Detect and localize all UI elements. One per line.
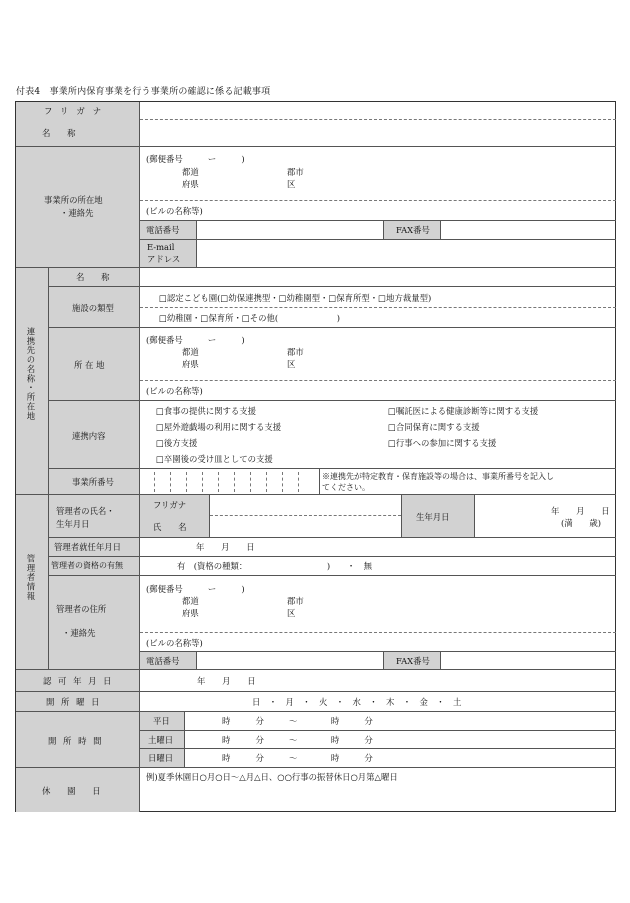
manager-address-divider [140,632,616,633]
approval-date-label: 認 可 年 月 日 [43,676,114,686]
manager-phone-field[interactable] [198,652,384,670]
furigana-label: フリガナ [44,106,110,116]
sunday-field [185,749,616,768]
manager-birth-field [475,495,616,538]
manager-qualification-label: 管理者の資格の有無 [51,561,123,570]
manager-fax-label: FAX番号 [396,656,430,666]
office-number-label: 事業所番号 [72,477,114,487]
office-address-label: 事業所の所在地 [44,195,103,205]
name-label: 名 称 [42,128,76,138]
manager-todofuken-2: 府県 [182,608,199,618]
partner-gunshi-2: 区 [287,359,296,369]
approval-date-field [140,670,616,692]
office-phone-label: 電話番号 [146,225,180,235]
office-number-field[interactable] [140,469,320,495]
saturday-hours[interactable]: 時 分 〜 時 分 [222,735,373,745]
cooperation-option[interactable]: □卒園後の受け皿としての支援 [156,454,273,464]
open-days-value[interactable]: 日 ・ 月 ・ 火 ・ 水 ・ 木 ・ 金 ・ 土 [252,697,462,707]
office-number-note-2: てください。 [322,483,370,492]
partner-location-bottom [140,400,616,401]
facility-type-bottom [140,327,616,328]
cooperation-option[interactable]: □合同保育に関する支援 [388,422,480,432]
manager-address-label-1: 管理者の住所 [56,604,107,614]
office-email-label-2: アドレス [147,254,181,264]
partner-todofuken-2: 府県 [182,359,199,369]
manager-birth-label: 生年月日 [416,512,450,522]
office-postal-code: (郵便番号 ー ) [146,154,245,164]
manager-todofuken-1: 都道 [182,596,199,606]
approval-date-value[interactable]: 年 月 日 [197,676,256,686]
saturday-label: 土曜日 [148,735,174,745]
office-gunshi-2: 区 [287,179,296,189]
partner-name-field[interactable] [140,268,616,287]
cooperation-option[interactable]: □嘱託医による健康診断等に関する支援 [388,406,539,416]
office-contact-label: ・連絡先 [60,208,94,218]
office-todofuken-1: 都道 [182,167,199,177]
weekday-field [185,712,616,731]
weekday-hours[interactable]: 時 分 〜 時 分 [222,716,373,726]
manager-name-field[interactable] [210,495,401,538]
registration-form [15,101,616,812]
facility-type-line-1[interactable]: □認定こども園(□幼保連携型・□幼稚園型・□保育所型・□地方裁量型) [159,293,432,303]
furigana-field[interactable] [140,102,616,119]
manager-gunshi-2: 区 [287,608,296,618]
manager-name-label-cell [49,495,140,538]
manager-start-label: 管理者就任年月日 [54,542,121,552]
document-title: 付表4 事業所内保育事業を行う事業所の確認に係る記載事項 [16,87,271,97]
office-address-divider [140,200,616,201]
holidays-label: 休 園 日 [42,786,101,796]
office-email-label-1: E-mail [147,242,175,252]
office-fax-field[interactable] [442,221,616,239]
cooperation-label: 連携内容 [72,431,106,441]
manager-name-birth-label-1: 管理者の氏名・ [56,506,115,516]
manager-qualification-value[interactable]: 有 (資格の種類： ) ・ 無 [177,561,372,571]
cooperation-option[interactable]: □食事の提供に関する支援 [156,406,257,416]
name-field[interactable] [140,120,616,147]
partner-todofuken-1: 都道 [182,347,199,357]
manager-postal-code: (郵便番号 ー ) [146,584,245,594]
manager-gunshi-1: 郡市 [287,596,304,606]
open-hours-label: 開 所 時 間 [48,736,104,746]
partner-building: (ビルの名称等) [146,386,203,396]
holidays-example[interactable]: 例)夏季休園日○月○日〜△月△日、○○行事の振替休日○月第△曜日 [146,772,398,782]
office-number-note-1: ※連携先が特定教育・保育施設等の場合は、事業所番号を記入し [322,472,554,481]
facility-type-divider [140,307,616,308]
manager-section-label: 管理者情報 [26,554,36,601]
manager-name-birth-label-2: 生年月日 [56,519,90,529]
open-days-field [140,692,616,712]
facility-type-label: 施設の類型 [72,303,114,313]
partner-name-label: 名 称 [76,272,110,282]
open-days-label: 開 所 曜 日 [46,697,102,707]
partner-location-label: 所 在 地 [74,360,105,370]
partner-section-label: 連携先の名称・所在地 [26,327,36,421]
manager-start-field [140,538,616,557]
saturday-field [185,731,616,749]
office-fax-label: FAX番号 [396,225,430,235]
manager-shimei-label: 氏 名 [153,522,187,532]
facility-type-line-2[interactable]: □幼稚園・□保育所・□その他( ) [159,313,341,323]
sunday-label: 日曜日 [148,753,174,763]
partner-gunshi-1: 郡市 [287,347,304,357]
office-email-field[interactable] [197,240,616,268]
manager-building: (ビルの名称等) [146,638,203,648]
manager-address-label-2: ・連絡先 [62,628,96,638]
manager-address-label-cell [49,576,140,670]
manager-age-value[interactable]: (満 歳) [561,518,602,528]
office-phone-field[interactable] [198,221,384,239]
weekday-label: 平日 [153,716,170,726]
cooperation-option[interactable]: □後方支援 [156,438,198,448]
partner-address-divider [140,380,616,381]
manager-phone-label: 電話番号 [146,656,180,666]
manager-start-value[interactable]: 年 月 日 [196,542,255,552]
manager-qualification-field [140,557,616,576]
partner-postal-code: (郵便番号 ー ) [146,335,245,345]
office-building: (ビルの名称等) [146,206,203,216]
sunday-hours[interactable]: 時 分 〜 時 分 [222,753,373,763]
cooperation-option[interactable]: □屋外遊戯場の利用に関する支援 [156,422,282,432]
office-gunshi-1: 郡市 [287,167,304,177]
office-todofuken-2: 府県 [182,179,199,189]
cooperation-option[interactable]: □行事への参加に関する支援 [388,438,497,448]
manager-birth-value[interactable]: 年 月 日 [551,506,610,516]
manager-fax-field[interactable] [442,652,616,670]
manager-furigana-label: フリガナ [153,500,187,510]
